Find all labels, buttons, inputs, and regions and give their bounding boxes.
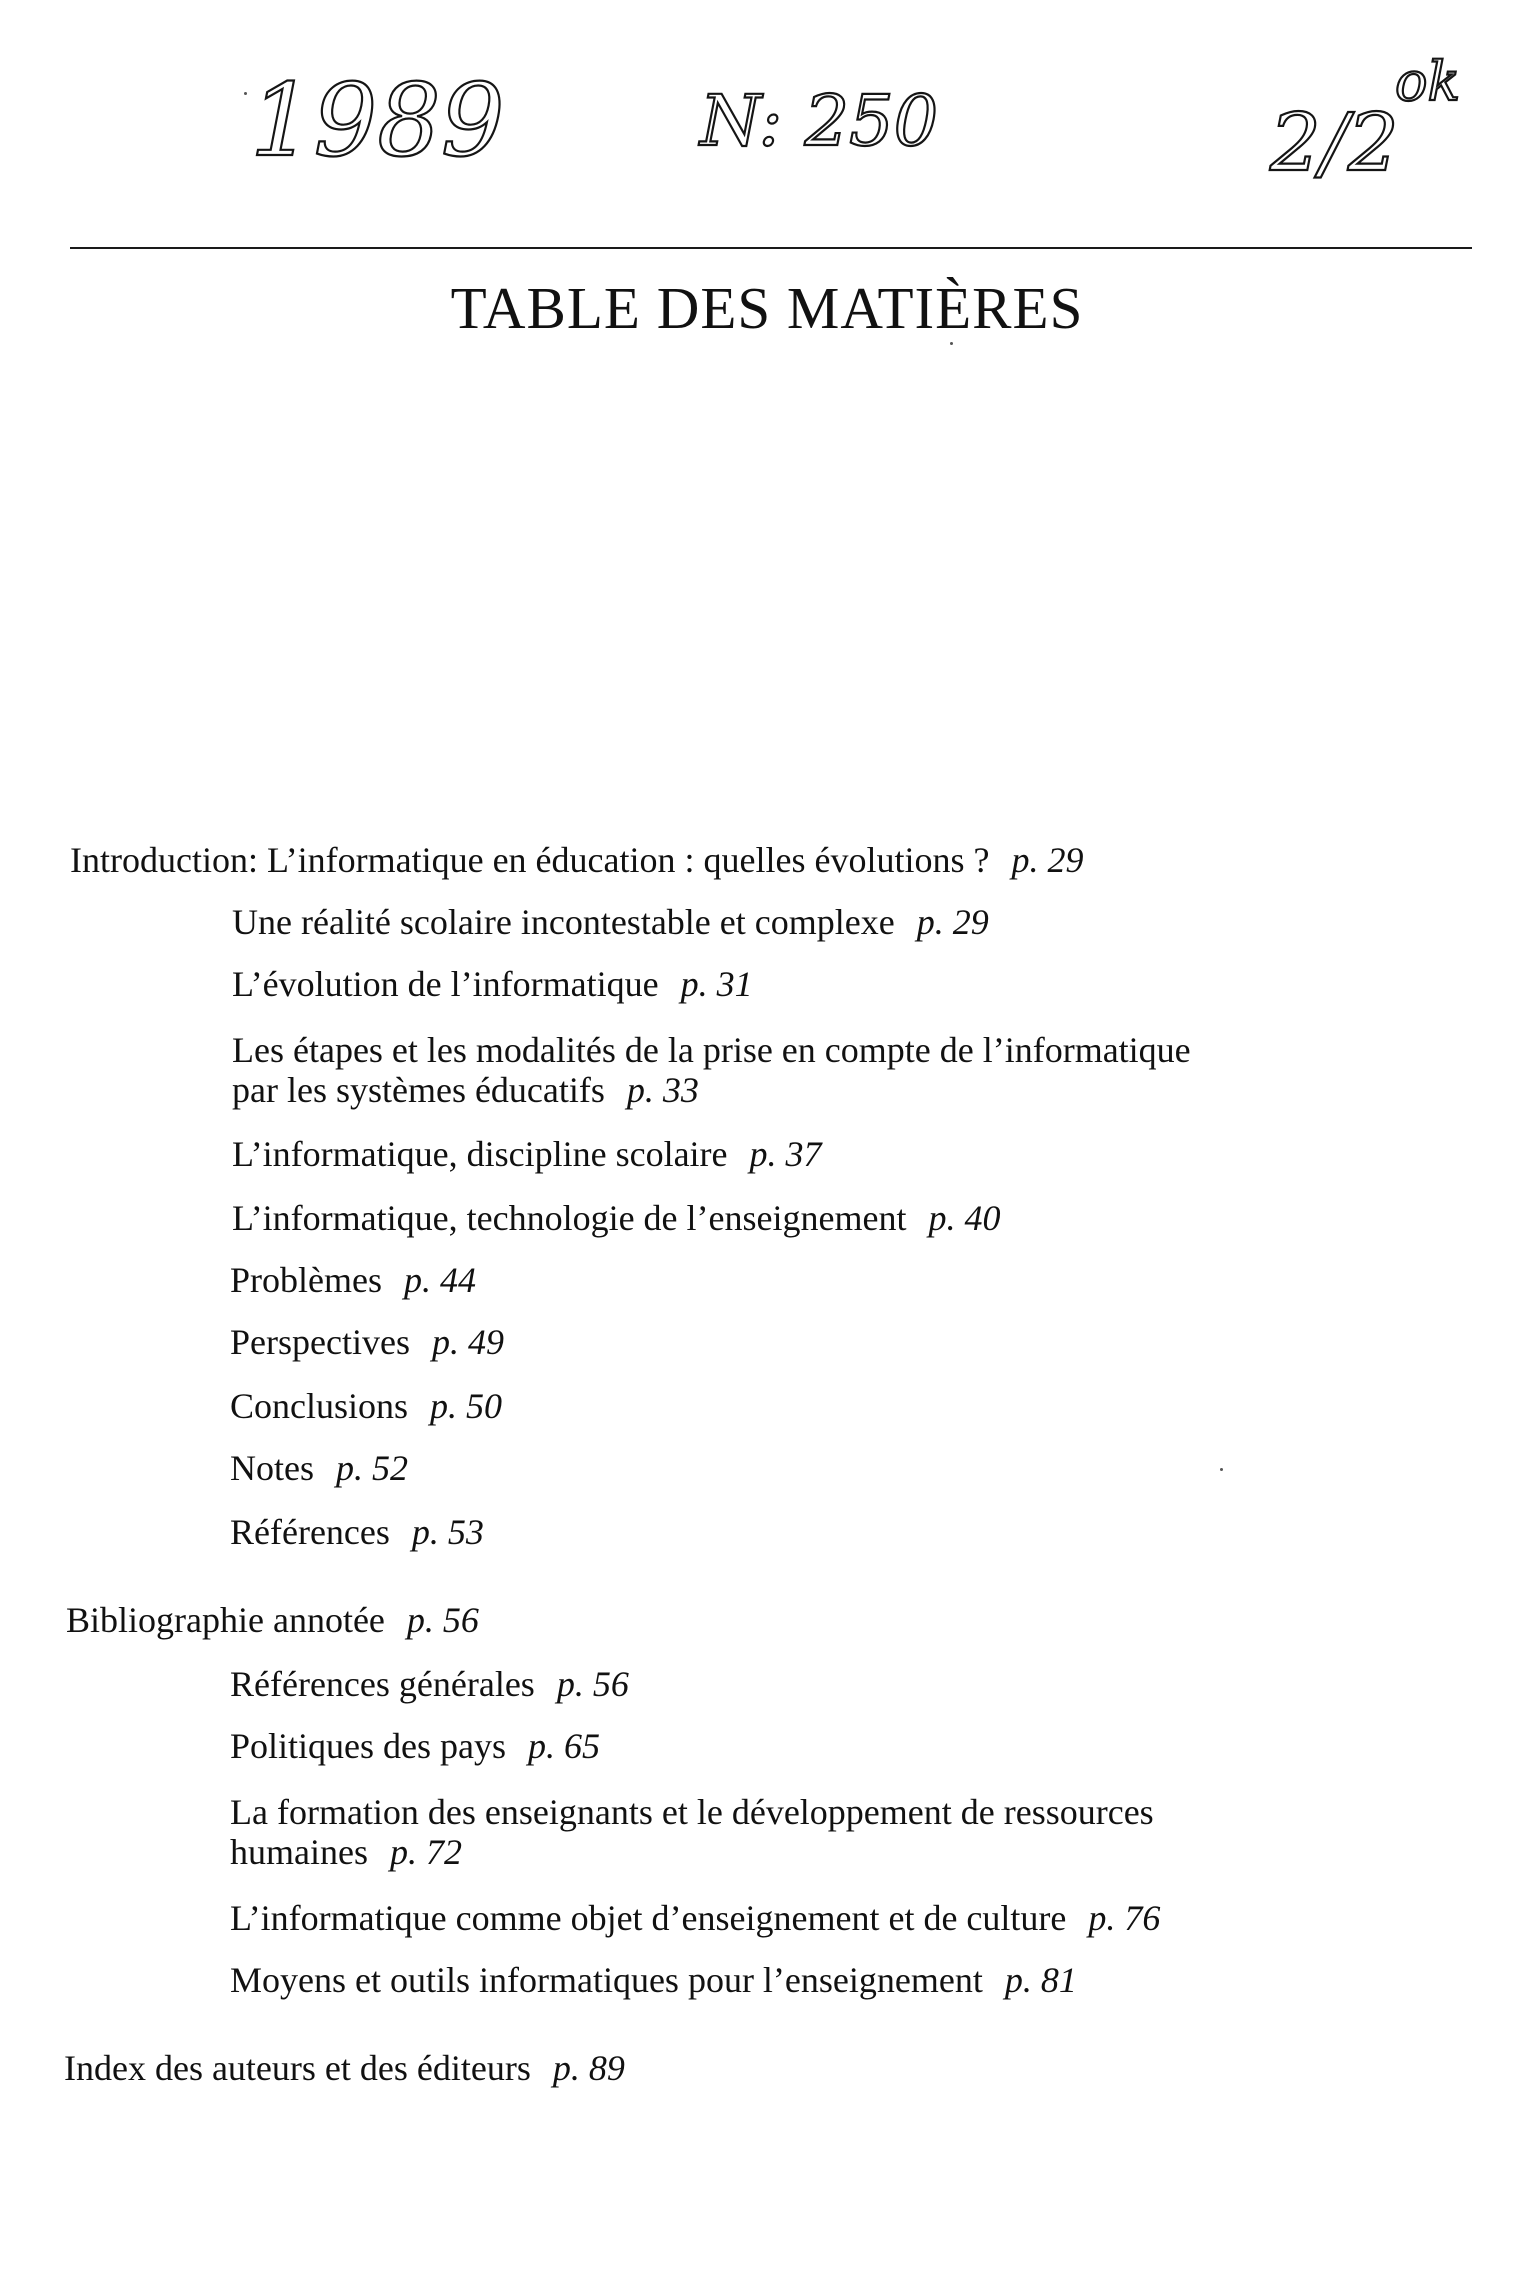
handwritten-number: N: 250 [700, 80, 939, 162]
toc-label-line2: humaines [230, 1832, 368, 1872]
toc-page: p. 33 [626, 1070, 699, 1110]
header-rule [70, 247, 1472, 249]
toc-page: p. 52 [336, 1448, 408, 1488]
handwritten-ok: ok [1395, 50, 1461, 113]
handwriting-svg [230, 30, 1520, 200]
toc-label: Références générales [230, 1664, 535, 1704]
toc-entry-introduction [70, 840, 1083, 880]
toc-page: p. 40 [928, 1198, 1001, 1238]
toc-label-line1: Les étapes et les modalités de la prise en compte de l’informatique [232, 1030, 1191, 1070]
toc-label: Conclusions [230, 1386, 409, 1426]
toc-entry-realite [232, 902, 989, 942]
handwritten-annotations [230, 30, 1520, 200]
toc-entry-etapes [232, 1030, 1191, 1070]
toc-label: L’informatique, technologie de l’enseignement [232, 1198, 907, 1238]
toc-entry-discipline [232, 1134, 822, 1174]
toc-entry-technologie [232, 1198, 1000, 1238]
toc-entry-perspectives [230, 1322, 504, 1362]
handwritten-fraction: 2/2 [1270, 96, 1399, 189]
toc-entry-problemes [230, 1260, 476, 1300]
toc-label: L’informatique, discipline scolaire [232, 1134, 728, 1174]
toc-page: p. 53 [411, 1512, 484, 1552]
toc-label: Références [230, 1512, 390, 1552]
toc-label: Problèmes [230, 1260, 382, 1300]
toc-label: Notes [230, 1448, 314, 1488]
toc-label: Bibliographie annotée [66, 1600, 385, 1640]
toc-label: Introduction: L’informatique en éducation : quelles évolutions ? [70, 840, 990, 880]
toc-entry-politiques [230, 1726, 600, 1766]
toc-label: L’évolution de l’informatique [232, 964, 659, 1004]
toc-page: p. 29 [1011, 840, 1084, 880]
toc-page: p. 56 [406, 1600, 479, 1640]
toc-page: p. 31 [680, 964, 753, 1004]
toc-label: Moyens et outils informatiques pour l’enseignement [230, 1960, 983, 2000]
toc-page: p. 37 [749, 1134, 822, 1174]
toc-page: p. 65 [528, 1726, 600, 1766]
toc-page: p. 44 [403, 1260, 476, 1300]
toc-entry-ref-generales [230, 1664, 629, 1704]
toc-page: p. 49 [431, 1322, 504, 1362]
scan-speck [1220, 1468, 1223, 1471]
toc-label: Perspectives [230, 1322, 410, 1362]
toc-label: Une réalité scolaire incontestable et complexe [232, 902, 895, 942]
toc-page: p. 56 [556, 1664, 629, 1704]
toc-entry-index [64, 2048, 625, 2088]
toc-page: p. 81 [1004, 1960, 1077, 2000]
toc-entry-formation [230, 1792, 1154, 1832]
toc-entry-references [230, 1512, 484, 1552]
toc-entry-etapes-cont [232, 1070, 699, 1110]
toc-page: p. 76 [1088, 1898, 1161, 1938]
toc-entry-notes [230, 1448, 408, 1488]
toc-label: L’informatique comme objet d’enseignement et de culture [230, 1898, 1067, 1938]
toc-entry-evolution [232, 964, 753, 1004]
toc-page: p. 89 [552, 2048, 625, 2088]
toc-entry-formation-cont [230, 1832, 462, 1872]
toc-label-line1: La formation des enseignants et le développement de ressources [230, 1792, 1154, 1832]
page-title: TABLE DES MATIÈRES [450, 275, 1084, 341]
toc-entry-bibliographie [66, 1600, 479, 1640]
scan-speck [244, 92, 247, 95]
toc-page: p. 29 [916, 902, 989, 942]
toc-entry-moyens [230, 1960, 1077, 2000]
handwritten-year: 1989 [250, 62, 505, 179]
scan-speck [950, 342, 953, 345]
toc-page: p. 72 [389, 1832, 462, 1872]
toc-label-line2: par les systèmes éducatifs [232, 1070, 605, 1110]
toc-entry-conclusions [230, 1386, 502, 1426]
toc-entry-objet [230, 1898, 1160, 1938]
toc-page: p. 50 [430, 1386, 503, 1426]
toc-label: Politiques des pays [230, 1726, 506, 1766]
toc-label: Index des auteurs et des éditeurs [64, 2048, 531, 2088]
